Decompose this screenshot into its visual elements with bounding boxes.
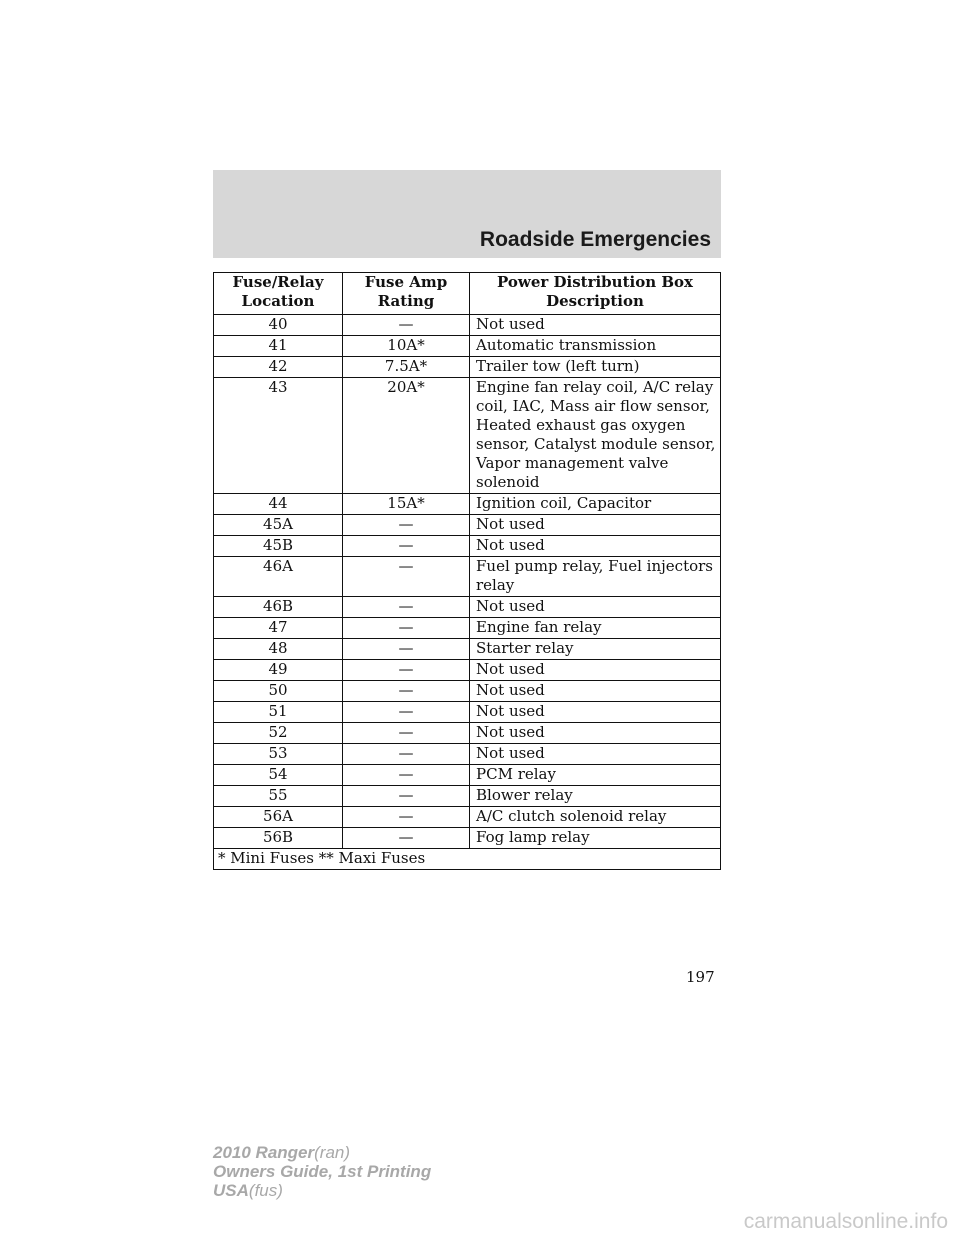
cell-location: 53 (214, 744, 343, 765)
table-row (214, 618, 721, 639)
cell-rating: — (343, 618, 470, 639)
table-row (214, 557, 721, 597)
cell-location: 51 (214, 702, 343, 723)
table-row (214, 723, 721, 744)
cell-rating: 15A* (343, 494, 470, 515)
table-row (214, 515, 721, 536)
cell-rating: — (343, 557, 470, 597)
table-footnote: * Mini Fuses ** Maxi Fuses (214, 849, 721, 870)
footer-line-model (213, 1143, 431, 1162)
table-row (214, 494, 721, 515)
cell-rating: — (343, 536, 470, 557)
cell-location: 56A (214, 807, 343, 828)
cell-description: PCM relay (470, 765, 721, 786)
cell-location: 52 (214, 723, 343, 744)
cell-description: Engine fan relay (470, 618, 721, 639)
footer-line-market (213, 1181, 431, 1200)
cell-description: Not used (470, 515, 721, 536)
cell-description: Not used (470, 723, 721, 744)
cell-rating: — (343, 597, 470, 618)
table-row (214, 681, 721, 702)
cell-description: Not used (470, 597, 721, 618)
cell-location: 41 (214, 336, 343, 357)
table-row (214, 660, 721, 681)
cell-rating: — (343, 702, 470, 723)
cell-rating: — (343, 744, 470, 765)
cell-location: 45A (214, 515, 343, 536)
cell-location: 42 (214, 357, 343, 378)
cell-description: Not used (470, 681, 721, 702)
footer-model: 2010 Ranger (213, 1143, 315, 1162)
cell-rating: — (343, 723, 470, 744)
column-header-rating: Fuse Amp Rating (343, 273, 470, 315)
column-header-description: Power Distribution Box Description (470, 273, 721, 315)
cell-description: Not used (470, 744, 721, 765)
footnote-row (214, 849, 721, 870)
cell-description: Ignition coil, Capacitor (470, 494, 721, 515)
cell-description: Not used (470, 536, 721, 557)
table-row (214, 807, 721, 828)
table-row (214, 357, 721, 378)
table-row (214, 378, 721, 494)
table-header-row (214, 273, 721, 315)
cell-location: 46B (214, 597, 343, 618)
footer-market: USA (213, 1181, 249, 1200)
table-row (214, 597, 721, 618)
cell-rating: — (343, 765, 470, 786)
footer-market-code: (fus) (248, 1181, 283, 1200)
cell-location: 47 (214, 618, 343, 639)
cell-location: 46A (214, 557, 343, 597)
table-row (214, 786, 721, 807)
table-row (214, 336, 721, 357)
table-row (214, 536, 721, 557)
cell-location: 49 (214, 660, 343, 681)
table-row (214, 765, 721, 786)
cell-description: Blower relay (470, 786, 721, 807)
footer-line-printing: Owners Guide, 1st Printing (213, 1162, 432, 1181)
footer-model-code: (ran) (314, 1143, 351, 1162)
cell-location: 54 (214, 765, 343, 786)
cell-description: Fog lamp relay (470, 828, 721, 849)
cell-location: 48 (214, 639, 343, 660)
document-footer (213, 1143, 431, 1200)
cell-location: 56B (214, 828, 343, 849)
cell-location: 40 (214, 315, 343, 336)
cell-rating: — (343, 639, 470, 660)
cell-description: Starter relay (470, 639, 721, 660)
table-row (214, 639, 721, 660)
table-row (214, 744, 721, 765)
cell-description: Automatic transmission (470, 336, 721, 357)
cell-rating: — (343, 807, 470, 828)
table-row (214, 315, 721, 336)
section-title: Roadside Emergencies (479, 228, 711, 251)
table-row (214, 702, 721, 723)
cell-rating: 10A* (343, 336, 470, 357)
table-body (214, 315, 721, 849)
cell-rating: — (343, 828, 470, 849)
cell-description: Engine fan relay coil, A/C relay coil, IAC, Mass air flow sensor, Heated exhaust gas oxygen sensor, Catalyst module sensor, Vapor management valve solenoid (470, 378, 721, 494)
fuse-table (213, 272, 721, 870)
cell-rating: — (343, 660, 470, 681)
page-number: 197 (686, 968, 715, 986)
cell-location: 44 (214, 494, 343, 515)
cell-location: 43 (214, 378, 343, 494)
watermark: carmanualsonline.info (743, 1210, 948, 1233)
column-header-location: Fuse/Relay Location (214, 273, 343, 315)
table-row (214, 828, 721, 849)
cell-description: Fuel pump relay, Fuel injectors relay (470, 557, 721, 597)
cell-rating: 7.5A* (343, 357, 470, 378)
cell-location: 45B (214, 536, 343, 557)
cell-description: A/C clutch solenoid relay (470, 807, 721, 828)
cell-description: Not used (470, 315, 721, 336)
cell-description: Trailer tow (left turn) (470, 357, 721, 378)
cell-description: Not used (470, 702, 721, 723)
cell-rating: 20A* (343, 378, 470, 494)
cell-rating: — (343, 315, 470, 336)
cell-description: Not used (470, 660, 721, 681)
cell-rating: — (343, 681, 470, 702)
cell-location: 50 (214, 681, 343, 702)
cell-location: 55 (214, 786, 343, 807)
section-header-band (213, 170, 721, 258)
cell-rating: — (343, 515, 470, 536)
cell-rating: — (343, 786, 470, 807)
